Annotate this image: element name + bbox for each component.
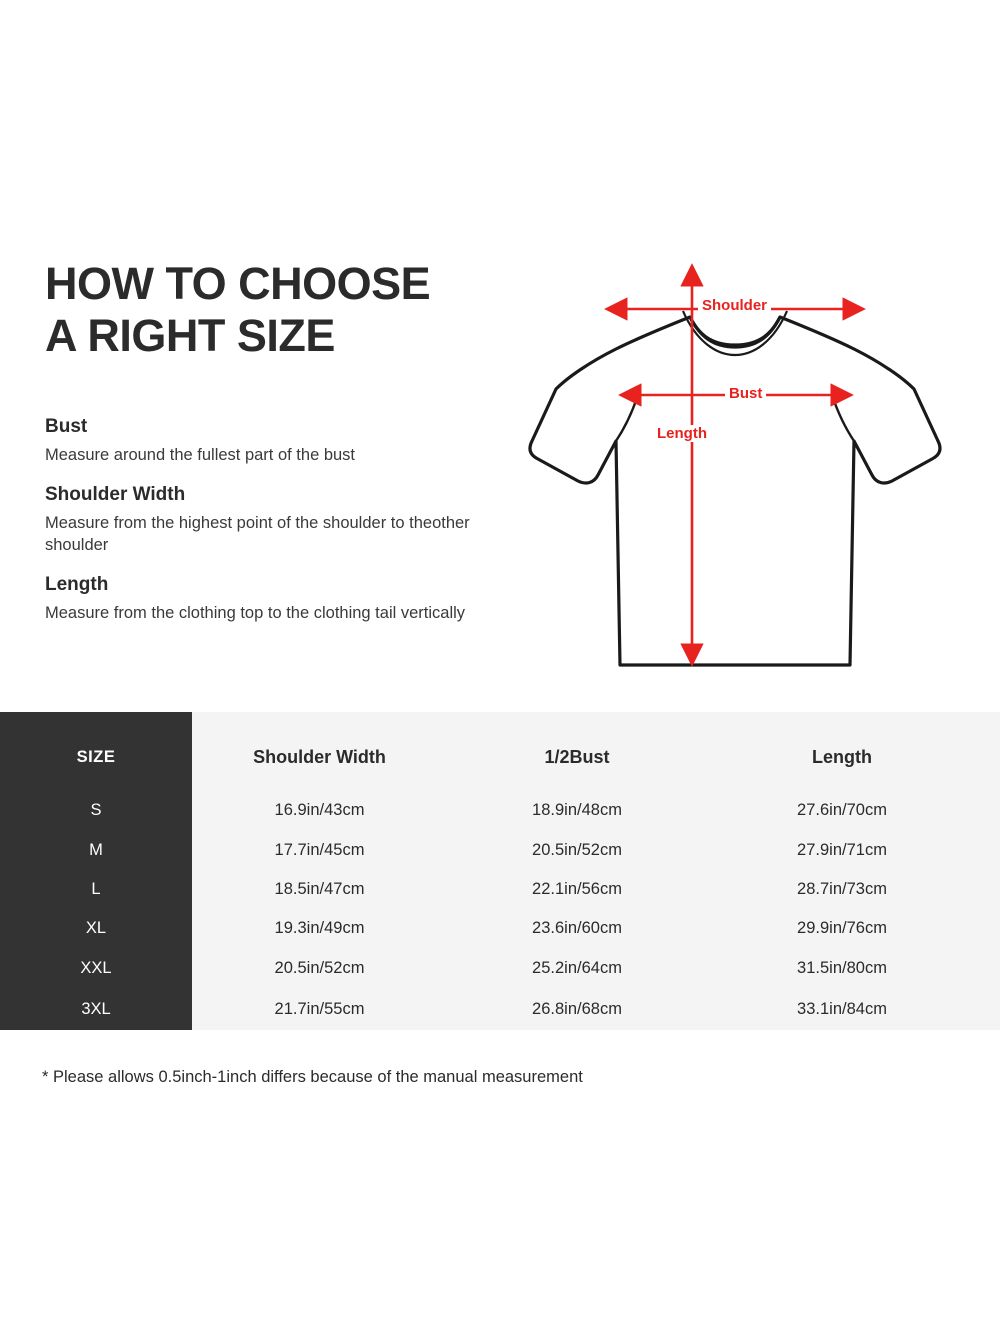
- page-title-line2: A RIGHT SIZE: [45, 310, 335, 361]
- cell-bust: 20.5in/52cm: [532, 840, 622, 859]
- cell-shoulder: 20.5in/52cm: [274, 958, 365, 977]
- cell-length: 33.1in/84cm: [797, 999, 887, 1018]
- table-header-row: [0, 736, 1000, 778]
- cell-bust: 25.2in/64cm: [532, 958, 622, 977]
- cell-shoulder: 18.5in/47cm: [274, 879, 365, 898]
- table-row: [0, 991, 1000, 1027]
- definition-desc-shoulder-width: Measure from the highest point of the shoulder to theother shoulder: [45, 514, 470, 554]
- definition-desc-bust: Measure around the fullest part of the bust: [45, 446, 356, 464]
- table-header-length: Length: [812, 746, 872, 767]
- cell-bust: 26.8in/68cm: [532, 999, 622, 1018]
- table-row: [0, 910, 1000, 946]
- cell-shoulder: 21.7in/55cm: [274, 999, 365, 1018]
- definition-term-shoulder-width: Shoulder Width: [45, 484, 186, 505]
- cell-bust: 18.9in/48cm: [532, 800, 622, 819]
- definition-term-bust: Bust: [45, 416, 88, 437]
- table-header-size: SIZE: [76, 747, 116, 766]
- length-label: Length: [653, 425, 711, 442]
- cell-shoulder: 19.3in/49cm: [274, 918, 365, 937]
- cell-bust: 22.1in/56cm: [532, 879, 622, 898]
- measurement-definitions: [45, 416, 515, 624]
- table-row: [0, 792, 1000, 828]
- cell-length: 27.9in/71cm: [797, 840, 887, 859]
- cell-shoulder: 17.7in/45cm: [274, 840, 365, 859]
- page-title-line1: HOW TO CHOOSE: [45, 258, 431, 309]
- size-table: [0, 712, 1000, 1030]
- shoulder-label: Shoulder: [698, 297, 771, 314]
- cell-length: 29.9in/76cm: [797, 918, 887, 937]
- bust-label: Bust: [725, 385, 766, 402]
- cell-size: S: [90, 800, 102, 819]
- cell-bust: 23.6in/60cm: [532, 918, 622, 937]
- definition-desc-length: Measure from the clothing top to the clothing tail vertically: [45, 604, 466, 622]
- table-row: [0, 871, 1000, 907]
- table-row: [0, 950, 1000, 986]
- cell-size: XXL: [80, 958, 112, 977]
- page-title: [45, 258, 515, 362]
- table-header-bust: 1/2Bust: [544, 746, 610, 767]
- cell-length: 28.7in/73cm: [797, 879, 887, 898]
- cell-shoulder: 16.9in/43cm: [274, 800, 365, 819]
- table-header-shoulder: Shoulder Width: [253, 746, 386, 767]
- table-row: [0, 832, 1000, 868]
- cell-size: XL: [85, 918, 107, 937]
- definition-term-length: Length: [45, 574, 109, 595]
- cell-size: 3XL: [81, 999, 111, 1018]
- cell-size: M: [89, 840, 103, 859]
- measurement-footnote: * Please allows 0.5inch-1inch differs because of the manual measurement: [42, 1068, 583, 1086]
- cell-length: 31.5in/80cm: [797, 958, 887, 977]
- cell-length: 27.6in/70cm: [797, 800, 887, 819]
- tshirt-diagram: [520, 245, 980, 685]
- cell-size: L: [91, 879, 101, 898]
